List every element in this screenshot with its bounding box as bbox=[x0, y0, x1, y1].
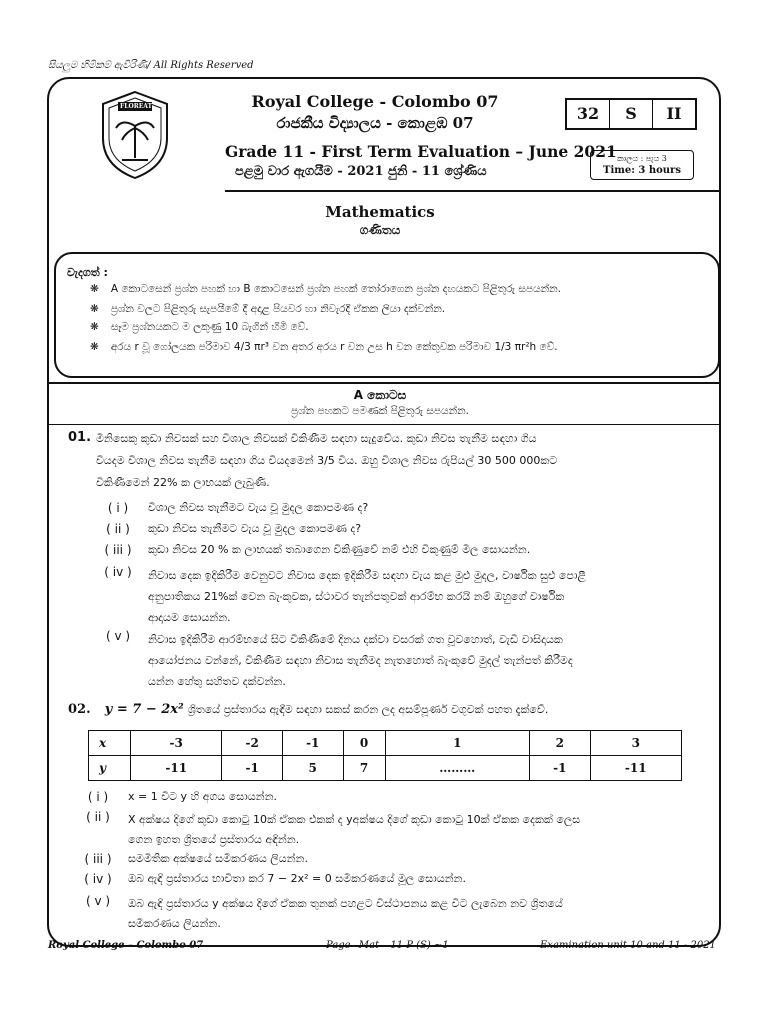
question-1-parts bbox=[96, 501, 720, 693]
part-a-divider bbox=[47, 424, 721, 425]
sub-question: ( iv ) නිවාස දෙක ඉදිකිරීම වෙනුවට නිවාස දෙක ඉදිකිරීම සඳහා වැය කළ මුළු මුදල, වාර්ෂික සුළු පොළී අනුපාතිකය 21%ක් වෙන බැංකුවක, ස්ථාවර තැන්පතුවක් ආරම්භ කරයි නම් ඔහුගේ වාර්ෂික ආදායම සොයන්න. bbox=[104, 565, 586, 624]
table-cell: -11 bbox=[131, 756, 222, 781]
table-cell: -1 bbox=[282, 731, 343, 756]
question-1-number: 01. bbox=[68, 430, 92, 445]
school-crest bbox=[92, 88, 178, 182]
sub-question: ( iv ) ඔබ ඇඳි ප්‍රස්තාරය භාවිතා කර 7 − 2x² = 0 සමීකරණයේ මූල සොයන්න. bbox=[84, 872, 466, 886]
code-cell: II bbox=[666, 104, 682, 123]
paper-code-box bbox=[565, 98, 697, 130]
sub-question: ( ii ) කුඩා නිවස තැනීමට වැය වූ මුදල කොපමණ ද? bbox=[106, 522, 362, 536]
time-en: Time: 3 hours bbox=[603, 165, 681, 176]
instructions-heading: වැදගත් : bbox=[67, 266, 108, 279]
footer-school: Royal College – Colombo 07 bbox=[48, 940, 204, 951]
question-2-parts bbox=[76, 790, 716, 936]
bullet-icon: ❋ bbox=[90, 283, 99, 295]
sub-question: ( ii ) X අක්ෂය දිගේ කුඩා කොටු 10ක් ඒකක එකක් ද yඅක්ෂය දිගේ කුඩා කොටු 10ක් ඒකක දෙකක් ලෙස ගෙන ඉහත ශ්‍රිතයේ ප්‍රස්තාරය අඳින්න. bbox=[86, 810, 581, 846]
question-line: විකිණීමෙන් 22% ක ලාභයක් ලැබුණි. bbox=[96, 476, 270, 489]
part-a-title: A කොටස bbox=[353, 388, 407, 402]
question-1-text bbox=[96, 428, 716, 494]
table-cell: 7 bbox=[343, 756, 385, 781]
bullet-icon: ❋ bbox=[90, 341, 99, 353]
crest-motto: FLOREAT bbox=[120, 103, 153, 110]
question-2-number: 02. bbox=[68, 702, 91, 717]
question-line: වියදම විශාල නිවස තැනීම සඳහා ගිය වියදමෙන් 3/5 වීය. ඔහු විශාල නිවස රුපියල් 30 500 000කට bbox=[96, 454, 558, 467]
section-divider bbox=[47, 382, 721, 384]
school-name-en: Royal College - Colombo 07 bbox=[251, 92, 499, 111]
table-cell: -3 bbox=[131, 731, 222, 756]
subject-en: Mathematics bbox=[325, 203, 435, 221]
question-2-text bbox=[68, 702, 548, 717]
table-header-y: y bbox=[89, 756, 131, 781]
table-cell: -1 bbox=[530, 756, 591, 781]
sub-question: ( v ) ඔබ ඇඳි ප්‍රස්තාරය y අක්ෂය දිගේ ඒකක තුනක් පහළට විස්ථාපනය කළ විට ලැබෙන නව ශ්‍රිතයේ සමීකරණය ලියන්න. bbox=[85, 894, 563, 930]
rights-notice: සියලුම හිමිකම් ඇවිරිණි/ All Rights Reserved bbox=[48, 60, 254, 71]
exam-title-en: Grade 11 - First Term Evaluation – June 2021 bbox=[225, 142, 617, 161]
footer-page: Page– Mat – 11 P (S) ~1 bbox=[326, 940, 449, 951]
header-divider bbox=[225, 190, 721, 192]
table-cell: 1 bbox=[385, 731, 529, 756]
table-cell: 3 bbox=[590, 731, 681, 756]
time-si: කාලය : පැය 3 bbox=[617, 154, 667, 163]
code-cell: S bbox=[610, 100, 653, 128]
table-cell: ……… bbox=[385, 756, 529, 781]
values-table bbox=[88, 730, 682, 781]
table-header-x: x bbox=[89, 731, 131, 756]
instruction-item: ❋ ප්‍රශ්න වලට පිළිතුරු සැපයීමේ දී අදාළ පියවර හා නිවැරදි ඒකක ලියා දක්වන්න. bbox=[90, 303, 446, 315]
instruction-item: ❋ සෑම ප්‍රශ්නයකට ම ලකුණු 10 බැගින් හිමි වේ. bbox=[90, 321, 309, 333]
sub-question: ( i ) x = 1 විට y හි අගය සොයන්න. bbox=[87, 790, 278, 804]
table-cell: -11 bbox=[590, 756, 681, 781]
table-row bbox=[89, 731, 682, 756]
table-cell: 5 bbox=[282, 756, 343, 781]
instruction-item: ❋ අරය r වූ ගෝලයක පරිමාව 4/3 πr³ වන අතර අරය r වන උස h වන කේතුවක පරිමාව 1/3 πr²h වේ. bbox=[90, 341, 558, 353]
sub-question: ( iii ) කුඩා නිවස 20 % ක ලාභයක් තබාගෙන විකිණුවේ නම් එහි විකුණුම් මිල සොයන්න. bbox=[104, 543, 531, 557]
part-a-instruction: ප්‍රශ්න පහකට පමණක් පිළිතුරු සපයන්න. bbox=[291, 405, 469, 417]
footer-unit: Examination unit 10 and 11 - 2021 bbox=[540, 940, 716, 951]
sub-question: ( v ) නිවාස ඉදිකිරීම ආරම්භයේ සිට විකිණීමේ දිනය දක්වා වසරක් ගත වූවහොත්, වැඩි වාසිදායක ආයෝජනය වන්නේ, විකිණීම සඳහා නිවාස තැනීමද නැතහොත් බැංකුවේ මුදල් තැන්පත් කිරීමද යන්න හේතු සහිතව දක්වන්න. bbox=[105, 629, 573, 688]
table-cell: 0 bbox=[343, 731, 385, 756]
question-2-intro: ශ්‍රිතයේ ප්‍රස්තාරය ඇඳීම සඳහා සකස් කරන ලද අසම්පූර්ණ වගුවක් පහත දැක්වේ. bbox=[187, 703, 549, 716]
school-name-si: රාජකීය විද්‍යාලය - කොළඹ 07 bbox=[276, 114, 474, 132]
table-row bbox=[89, 756, 682, 781]
sub-question: ( iii ) සමමිතික අක්ෂයේ සමීකරණය ලියන්න. bbox=[84, 852, 308, 866]
sub-question: ( i ) විශාල නිවස තැනීමට වැය වූ මුදල කොපමණ ද? bbox=[107, 501, 369, 515]
question-2-equation: y = 7 − 2x² bbox=[104, 702, 184, 717]
bullet-icon: ❋ bbox=[90, 303, 99, 315]
table-cell: 2 bbox=[530, 731, 591, 756]
bullet-icon: ❋ bbox=[90, 321, 99, 333]
table-cell: -1 bbox=[222, 756, 283, 781]
table-cell: -2 bbox=[222, 731, 283, 756]
subject-si: ගණිතය bbox=[359, 223, 401, 237]
time-box bbox=[590, 150, 694, 180]
code-cell: 32 bbox=[567, 100, 610, 128]
question-line: මිනිසෙකු කුඩා නිවසක් සහ විශාල නිවසක් විකිණීම සඳහා සැදුවේය. කුඩා නිවස තැනීම සඳහා ගිය bbox=[96, 432, 537, 445]
exam-title-si: පළමු වාර ඇගයීම - 2021 ජුනි - 11 ශ්‍රේණිය bbox=[235, 164, 487, 179]
instruction-item: ❋ A කොටසෙන් ප්‍රශ්න පහක් හා B කොටසෙන් ප්‍රශ්න පහක් තෝරාගෙන ප්‍රශ්න දහයකට පිළිතුරු සපයන්න. bbox=[90, 283, 562, 295]
